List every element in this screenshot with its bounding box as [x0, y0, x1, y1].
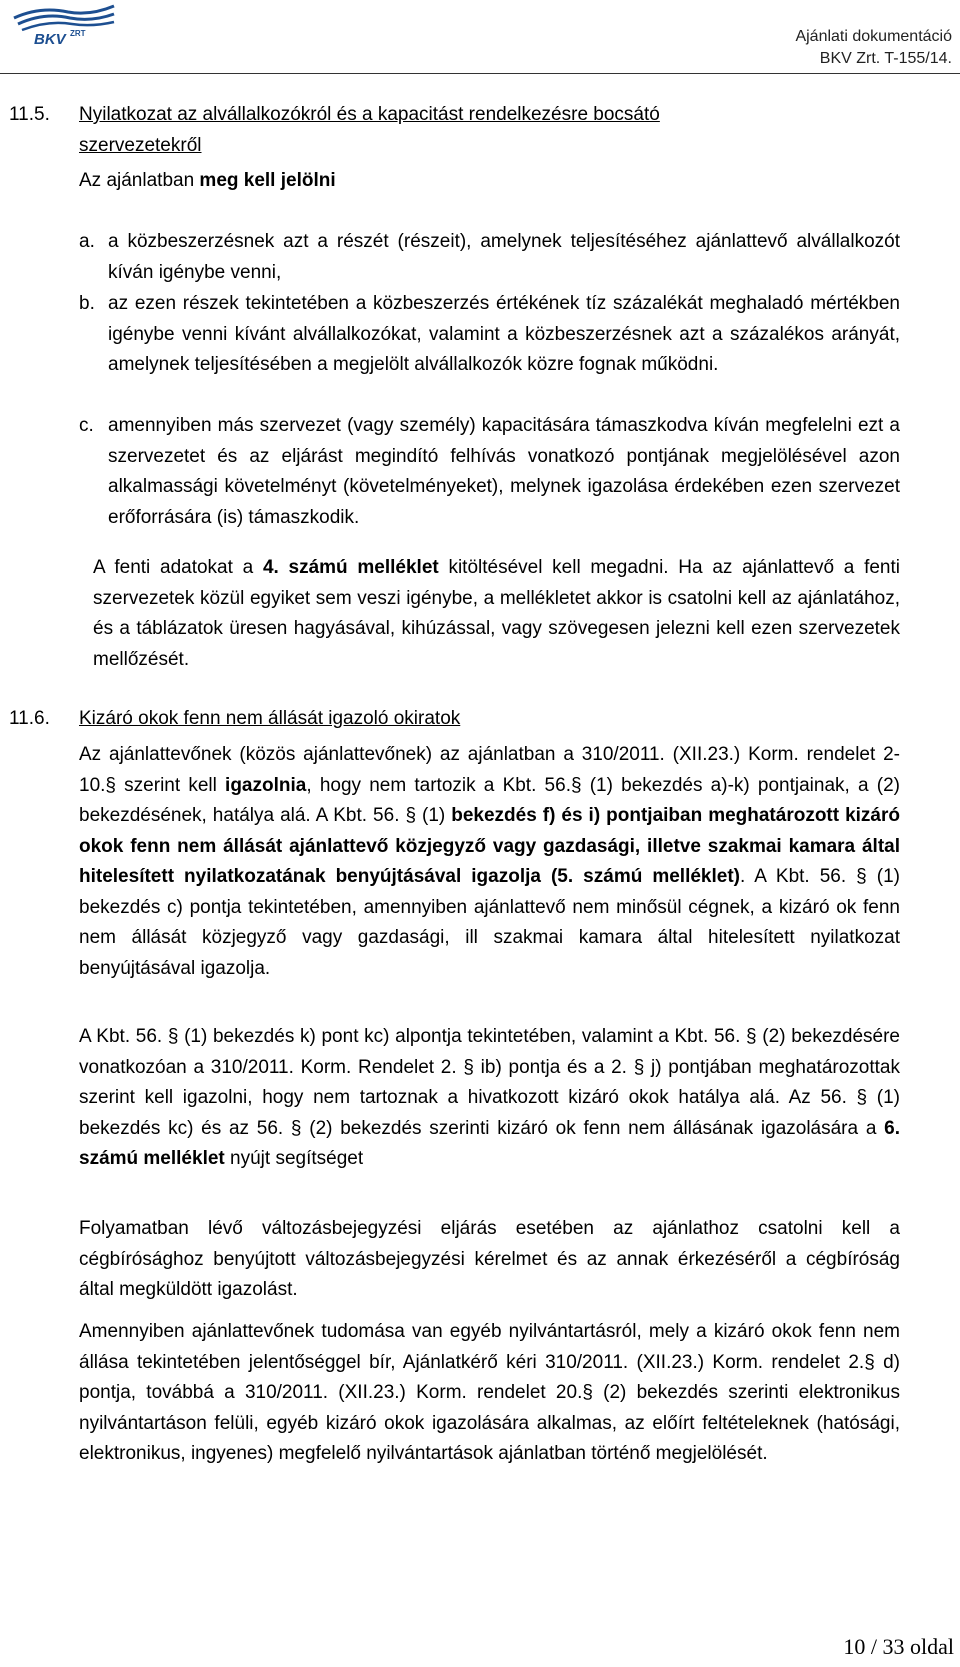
list-item-b: az ezen részek tekintetében a közbeszerzés értékének tíz százalékát meghaladó mértékben igénybe venni kívánt alvállalkozókat, valamint a közbeszerzésnek azt a százalékos arányát, amelynek teljesítésében a megjelölt alvállalkozók közre fognak működni.	[108, 293, 900, 375]
list-item-c: amennyiben más szervezet (vagy személy) kapacitására támaszkodva kíván megfelelni ezt a szervezetet és az eljárást megindító felhívás vonatkozó pontjának megjelölésével azon alkalmassági követelményt (követelményeket), melynek igazolása érdekében ezen szervezet erőforrására (is) támaszkodik.	[108, 415, 900, 528]
section-11-6-paragraph-1: Az ajánlattevőnek (közös ajánlattevőnek) az ajánlatban a 310/2011. (XII.23.) Korm. rendelet 2-10.§ szerint kell igazolnia, hogy nem tartozik a Kbt. 56.§ (1) bekezdés a)-k) pontjainak, a (2) bekezdésének, hatálya alá. A Kbt. 56. § (1) bekezdés f) és i) pontjaiban meghatározott kizáró okok fenn nem állását ajánlattevő közjegyző vagy gazdasági, illetve szakmai kamara által hitelesített nyilatkozatának benyújtásával igazolja (5. számú melléklet). A Kbt. 56. § (1) bekezdés c) pontja tekintetében, amennyiben ajánlattevő nem minősül cégnek, a kizáró ok fenn nem állását közjegyző vagy gazdasági, ill szakmai kamara által hitelesített nyilatkozat benyújtásával igazolja.	[79, 744, 900, 979]
header-divider	[0, 73, 960, 74]
section-11-6-title	[79, 704, 460, 735]
doc-ref: BKV Zrt. T-155/14.	[819, 50, 952, 67]
section-11-5-title-text: Nyilatkozat az alvállalkozókról és a kapacitást rendelkezésre bocsátó szervezetekről	[79, 104, 660, 156]
logo-suffix: ZRT	[70, 29, 86, 38]
list-marker-a: a.	[79, 231, 95, 252]
logo-wordmark: BKV	[34, 31, 66, 46]
list-marker-b: b.	[79, 293, 95, 314]
section-11-5-closing: A fenti adatokat a 4. számú melléklet kitöltésével kell megadni. Ha az ajánlattevő a fenti szervezetek közül egyiket sem veszi igénybe, a mellékletet akkor is csatolni kell az ajánlatához, és a táblázatok üresen hagyásával, kihúzással, vagy szövegesen jelezni kell ezen szervezetek mellőzését.	[93, 557, 900, 670]
section-11-5-title	[79, 100, 779, 161]
section-11-6-title-text: Kizáró okok fenn nem állását igazoló okiratok	[79, 708, 461, 729]
bkv-logo	[10, 2, 120, 46]
section-11-6-paragraph-2: A Kbt. 56. § (1) bekezdés k) pont kc) alpontja tekintetében, valamint a Kbt. 56. § (2) bekezdésére vonatkozóan a 310/2011. Korm. Rendelet 2. § ib) pontja és a 2. § j) pontjában meghatározottak szerint kell igazolni, hogy nem tartoznak a hivatkozott kizáró okok hatálya alá. Az 56. § (1) bekezdés kc) és az 56. § (2) bekezdés szerinti kizáró ok fenn nem állásának igazolására a 6. számú melléklet nyújt segítséget	[79, 1026, 900, 1169]
section-11-5-intro: Az ajánlatban meg kell jelölni	[79, 170, 336, 191]
section-11-5-number: 11.5.	[9, 104, 50, 125]
list-marker-c: c.	[79, 415, 94, 436]
page-number: 10 / 33 oldal	[843, 1634, 954, 1659]
doc-title: Ajánlati dokumentáció	[795, 28, 952, 45]
list-item-a: a közbeszerzésnek azt a részét (részeit), amelynek teljesítéséhez ajánlattevő alvállalkozót kíván igénybe venni,	[108, 231, 900, 283]
section-11-6-paragraph-4: Amennyiben ajánlattevőnek tudomása van egyéb nyilvántartásról, mely a kizáró okok fenn nem állása tekintetében jelentőséggel bír, Ajánlatkérő kéri 310/2011. (XII.23.) Korm. rendelet 2.§ d) pontja, továbbá a 310/2011. (XII.23.) Korm. rendelet 20.§ (2) bekezdés szerinti elektronikus nyilvántartáson felüli, egyéb kizáró okok igazolására alkalmas, az előírt feltételeknek (hatósági, elektronikus, ingyenes) megfelelő nyilvántartások ajánlatban történő megjelölését.	[79, 1321, 900, 1464]
section-11-6-number: 11.6.	[9, 708, 50, 729]
header-info	[795, 26, 952, 70]
section-11-6-paragraph-3: Folyamatban lévő változásbejegyzési eljárás esetében az ajánlathoz csatolni kell a cégbírósághoz benyújtott változásbejegyzési kérelmet és az annak érkezéséről a cégbíróság által megküldött igazolást.	[79, 1218, 900, 1300]
